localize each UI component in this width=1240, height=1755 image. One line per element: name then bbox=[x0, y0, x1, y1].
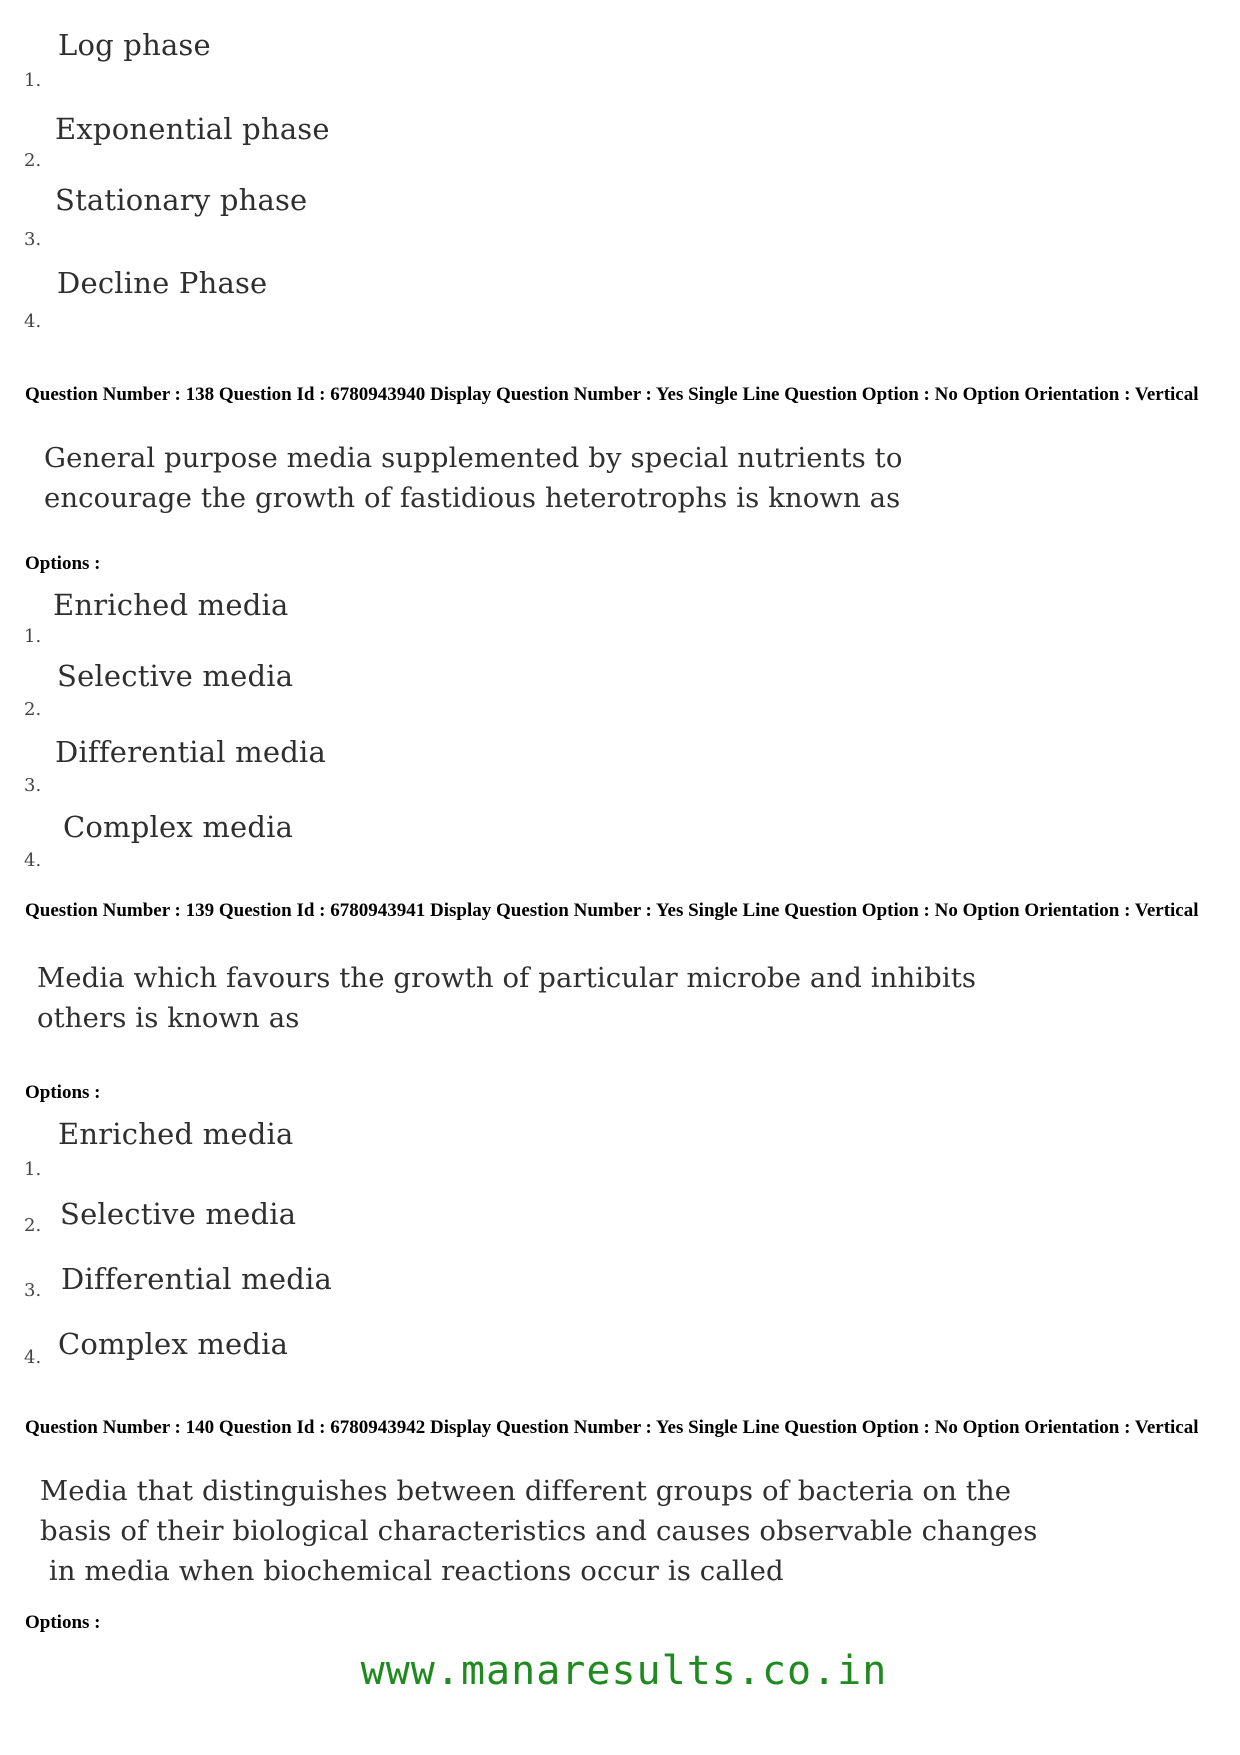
option-number: 1. bbox=[24, 626, 42, 647]
question-line: General purpose media supplemented by special nutrients to bbox=[44, 442, 903, 474]
option-item bbox=[0, 588, 900, 648]
question-line: Media that distinguishes between different groups of bacteria on the bbox=[40, 1475, 1012, 1507]
option-number: 4. bbox=[24, 850, 42, 871]
footer-website-link[interactable]: www.manaresults.co.in bbox=[360, 1648, 888, 1694]
question-text bbox=[44, 438, 903, 518]
question-line: basis of their biological characteristics and causes observable changes bbox=[40, 1515, 1038, 1547]
option-item bbox=[0, 183, 900, 250]
option-text: Complex media bbox=[58, 1327, 289, 1361]
option-item bbox=[0, 810, 900, 870]
option-item bbox=[0, 659, 900, 719]
question-meta: Question Number : 139 Question Id : 6780943941 Display Question Number : Yes Single Line Question Option : No Option Orientation : Vertical bbox=[25, 900, 1199, 921]
option-number: 2. bbox=[24, 150, 42, 171]
option-number: 2. bbox=[24, 699, 42, 720]
option-item bbox=[0, 735, 900, 795]
option-text: Differential media bbox=[61, 1262, 332, 1296]
question-text bbox=[40, 1471, 1037, 1591]
option-text: Selective media bbox=[57, 659, 294, 693]
question-meta: Question Number : 140 Question Id : 6780943942 Display Question Number : Yes Single Line Question Option : No Option Orientation : Vertical bbox=[25, 1417, 1199, 1438]
question-line: in media when biochemical reactions occur is called bbox=[40, 1555, 784, 1587]
option-number: 1. bbox=[24, 70, 42, 91]
option-number: 3. bbox=[24, 229, 42, 250]
question-meta: Question Number : 138 Question Id : 6780943940 Display Question Number : Yes Single Line Question Option : No Option Orientation : Vertical bbox=[25, 384, 1199, 405]
option-item bbox=[0, 1262, 900, 1322]
question-text bbox=[37, 958, 976, 1038]
option-text: Stationary phase bbox=[55, 183, 308, 217]
options-label: Options : bbox=[25, 1082, 101, 1103]
option-item bbox=[0, 28, 900, 91]
option-item bbox=[0, 1327, 900, 1387]
option-item bbox=[0, 112, 900, 172]
options-label: Options : bbox=[25, 1612, 101, 1633]
option-item bbox=[0, 1117, 900, 1180]
option-number: 3. bbox=[24, 775, 42, 796]
option-number: 2. bbox=[24, 1215, 42, 1236]
option-text: Exponential phase bbox=[55, 112, 330, 146]
option-text: Log phase bbox=[58, 28, 211, 62]
option-text: Enriched media bbox=[58, 1117, 294, 1151]
option-text: Complex media bbox=[63, 810, 294, 844]
options-label: Options : bbox=[25, 553, 101, 574]
option-text: Selective media bbox=[60, 1197, 297, 1231]
option-number: 4. bbox=[24, 311, 42, 332]
question-line: others is known as bbox=[37, 1002, 300, 1034]
question-line: Media which favours the growth of particular microbe and inhibits bbox=[37, 962, 977, 994]
option-item bbox=[0, 266, 900, 332]
option-item bbox=[0, 1197, 900, 1257]
option-text: Enriched media bbox=[53, 588, 289, 622]
option-number: 4. bbox=[24, 1347, 42, 1368]
question-line: encourage the growth of fastidious heterotrophs is known as bbox=[44, 482, 901, 514]
option-text: Differential media bbox=[55, 735, 326, 769]
option-text: Decline Phase bbox=[57, 266, 268, 300]
option-number: 1. bbox=[24, 1159, 42, 1180]
option-number: 3. bbox=[24, 1280, 42, 1301]
